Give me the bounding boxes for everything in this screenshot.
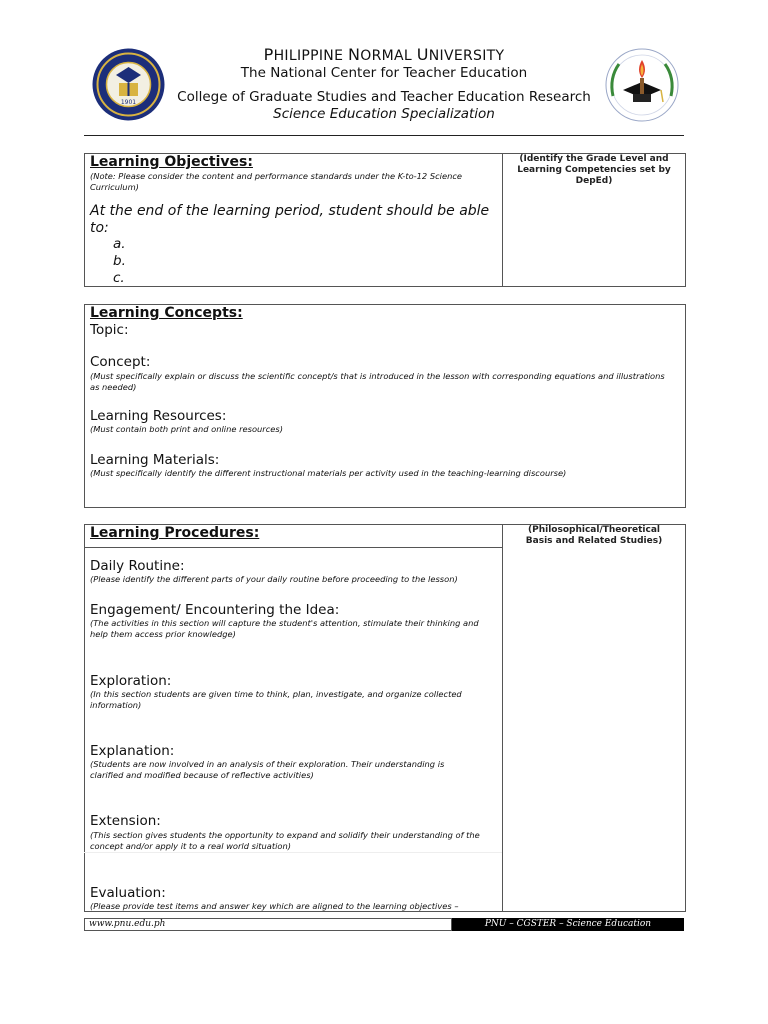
engagement-label: Engagement/ Encountering the Idea: bbox=[90, 602, 340, 618]
objectives-note: (Note: Please consider the content and performance standards under the K-to-12 Science Curriculum) bbox=[90, 171, 463, 192]
footer-website: www.pnu.edu.ph bbox=[84, 918, 452, 931]
grade-level-note: (Identify the Grade Level and Learning Competencies set by DepEd) bbox=[517, 154, 671, 186]
explanation-label: Explanation: bbox=[90, 743, 175, 759]
explanation-note: (Students are now involved in an analysis of their exploration. Their understanding is clarified and modified because of reflective activities) bbox=[90, 759, 445, 780]
objectives-divider bbox=[502, 153, 503, 287]
document-header bbox=[160, 46, 608, 123]
procedures-title: Learning Procedures: bbox=[90, 525, 260, 541]
evaluation-note: (Please provide test items and answer key which are aligned to the learning objectives – bbox=[90, 901, 459, 911]
objectives-title: Learning Objectives: bbox=[90, 154, 253, 170]
exploration-note: (In this section students are given time to think, plan, investigate, and organize collected information) bbox=[90, 689, 462, 710]
daily-routine-note: (Please identify the different parts of your daily routine before proceeding to the lesson) bbox=[90, 574, 458, 584]
footer-program: PNU – CGSTER – Science Education Specialization bbox=[452, 918, 684, 931]
procedures-title-rule bbox=[84, 547, 502, 548]
cgster-seal-logo bbox=[603, 46, 681, 124]
philosophical-basis-note: (Philosophical/Theoretical Basis and Related Studies) bbox=[525, 525, 663, 546]
extension-faint-rule bbox=[84, 852, 502, 853]
extension-label: Extension: bbox=[90, 813, 161, 829]
procedures-divider bbox=[502, 524, 503, 912]
concept-label: Concept: bbox=[90, 354, 151, 370]
concept-note: (Must specifically explain or discuss the scientific concept/s that is introduced in the lesson with corresponding equations and illustrations as needed) bbox=[90, 371, 665, 392]
materials-note: (Must specifically identify the different instructional materials per activity used in the teaching-learning discourse) bbox=[90, 468, 567, 478]
objective-item-c: c. bbox=[113, 270, 125, 286]
exploration-label: Exploration: bbox=[90, 673, 172, 689]
objective-item-b: b. bbox=[113, 253, 126, 269]
daily-routine-label: Daily Routine: bbox=[90, 558, 185, 574]
college-name: College of Graduate Studies and Teacher Education Research bbox=[177, 89, 591, 105]
specialization-name: Science Education Specialization bbox=[273, 106, 495, 122]
extension-note: (This section gives students the opportunity to expand and solidify their understanding of the concept and/or apply it to a real world situation) bbox=[90, 830, 480, 851]
objective-item-a: a. bbox=[113, 236, 126, 252]
center-tagline: The National Center for Teacher Education bbox=[240, 65, 528, 81]
objectives-statement: At the end of the learning period, student should be able to: bbox=[90, 203, 490, 236]
university-name: PHILIPPINE NORMAL UNIVERSITY bbox=[263, 45, 505, 64]
resources-note: (Must contain both print and online resources) bbox=[90, 424, 283, 434]
evaluation-label: Evaluation: bbox=[90, 885, 166, 901]
materials-label: Learning Materials: bbox=[90, 452, 220, 468]
engagement-note: (The activities in this section will capture the student's attention, stimulate their thinking and help them access prior knowledge) bbox=[90, 618, 479, 639]
topic-label: Topic: bbox=[90, 322, 129, 338]
header-divider bbox=[84, 135, 684, 136]
concepts-title: Learning Concepts: bbox=[90, 305, 243, 321]
seal-year: 1901 bbox=[120, 99, 137, 106]
pnu-seal-logo bbox=[91, 47, 166, 122]
resources-label: Learning Resources: bbox=[90, 408, 227, 424]
